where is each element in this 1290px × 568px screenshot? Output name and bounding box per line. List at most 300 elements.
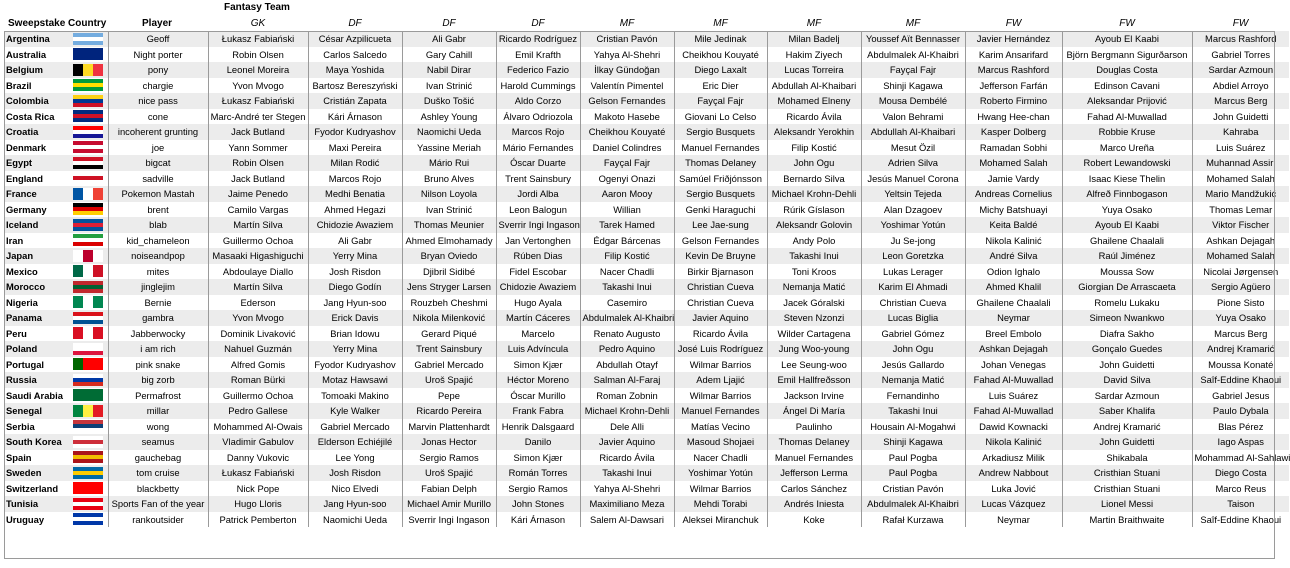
team-cell[interactable]: Iago Aspas: [1192, 434, 1289, 450]
team-cell[interactable]: Trent Sainsbury: [496, 171, 580, 187]
team-cell[interactable]: Ricardo Rodríguez: [496, 31, 580, 47]
team-cell[interactable]: Sergio Busquets: [674, 186, 767, 202]
team-cell[interactable]: Adrien Silva: [861, 155, 965, 171]
team-cell[interactable]: Giovani Lo Celso: [674, 109, 767, 125]
team-cell[interactable]: Gabriel Jesus: [1192, 388, 1289, 404]
team-cell[interactable]: Gelson Fernandes: [674, 233, 767, 249]
team-cell[interactable]: Yahya Al-Shehri: [580, 481, 674, 497]
player-cell[interactable]: chargie: [108, 78, 208, 94]
country-cell[interactable]: Peru: [4, 326, 68, 342]
team-cell[interactable]: Eric Dier: [674, 78, 767, 94]
player-cell[interactable]: tom cruise: [108, 465, 208, 481]
player-cell[interactable]: sadville: [108, 171, 208, 187]
team-cell[interactable]: Kasper Dolberg: [965, 124, 1062, 140]
team-cell[interactable]: Maya Yoshida: [308, 62, 402, 78]
team-cell[interactable]: Birkir Bjarnason: [674, 264, 767, 280]
player-cell[interactable]: incoherent grunting: [108, 124, 208, 140]
flag-cell[interactable]: [68, 264, 108, 280]
team-cell[interactable]: Ricardo Pereira: [402, 403, 496, 419]
team-cell[interactable]: Javier Aquino: [674, 310, 767, 326]
player-cell[interactable]: jinglejim: [108, 279, 208, 295]
player-cell[interactable]: Permafrost: [108, 388, 208, 404]
player-cell[interactable]: Sports Fan of the year: [108, 496, 208, 512]
team-cell[interactable]: İlkay Gündoğan: [580, 62, 674, 78]
team-cell[interactable]: Cristhian Stuani: [1062, 481, 1192, 497]
team-cell[interactable]: Michael Krohn-Dehli: [580, 403, 674, 419]
flag-cell[interactable]: [68, 496, 108, 512]
team-cell[interactable]: Martin Braithwaite: [1062, 512, 1192, 528]
team-cell[interactable]: Youssef Aït Bennasser: [861, 31, 965, 47]
team-cell[interactable]: Marco Ureña: [1062, 140, 1192, 156]
country-cell[interactable]: England: [4, 171, 68, 187]
player-cell[interactable]: seamus: [108, 434, 208, 450]
flag-cell[interactable]: [68, 171, 108, 187]
team-cell[interactable]: Mohamed Salah: [965, 155, 1062, 171]
team-cell[interactable]: Salem Al-Dawsari: [580, 512, 674, 528]
team-cell[interactable]: Brian Idowu: [308, 326, 402, 342]
team-cell[interactable]: Rúben Dias: [496, 248, 580, 264]
country-cell[interactable]: Brazil: [4, 78, 68, 94]
team-cell[interactable]: Hwang Hee-chan: [965, 109, 1062, 125]
team-cell[interactable]: Djibril Sidibé: [402, 264, 496, 280]
team-cell[interactable]: Simeon Nwankwo: [1062, 310, 1192, 326]
team-cell[interactable]: Guillermo Ochoa: [208, 388, 308, 404]
player-cell[interactable]: gauchebag: [108, 450, 208, 466]
team-cell[interactable]: Cheikhou Kouyaté: [580, 124, 674, 140]
team-cell[interactable]: Abdulmalek Al-Khaibri: [861, 496, 965, 512]
team-cell[interactable]: Marcus Berg: [1192, 326, 1289, 342]
team-cell[interactable]: Édgar Bárcenas: [580, 233, 674, 249]
player-cell[interactable]: nice pass: [108, 93, 208, 109]
team-cell[interactable]: Edinson Cavani: [1062, 78, 1192, 94]
team-cell[interactable]: Manuel Fernandes: [674, 403, 767, 419]
team-cell[interactable]: Leon Balogun: [496, 202, 580, 218]
team-cell[interactable]: Muhannad Assiri: [1192, 155, 1289, 171]
team-cell[interactable]: Ivan Strinić: [402, 78, 496, 94]
team-cell[interactable]: Naomichi Ueda: [308, 512, 402, 528]
team-cell[interactable]: Simon Kjær: [496, 357, 580, 373]
country-cell[interactable]: France: [4, 186, 68, 202]
player-cell[interactable]: Geoff: [108, 31, 208, 47]
team-cell[interactable]: Camilo Vargas: [208, 202, 308, 218]
team-cell[interactable]: Kyle Walker: [308, 403, 402, 419]
team-cell[interactable]: Marcos Rojo: [496, 124, 580, 140]
team-cell[interactable]: Łukasz Fabiański: [208, 31, 308, 47]
team-cell[interactable]: Nico Elvedi: [308, 481, 402, 497]
team-cell[interactable]: Bruno Alves: [402, 171, 496, 187]
team-cell[interactable]: Aleksei Miranchuk: [674, 512, 767, 528]
team-cell[interactable]: Cheikhou Kouyaté: [674, 47, 767, 63]
team-cell[interactable]: Fayçal Fajr: [861, 62, 965, 78]
team-cell[interactable]: Emil Hallfreðsson: [767, 372, 861, 388]
team-cell[interactable]: Jack Butland: [208, 124, 308, 140]
team-cell[interactable]: Koke: [767, 512, 861, 528]
team-cell[interactable]: Willian: [580, 202, 674, 218]
team-cell[interactable]: Sardar Azmoun: [1192, 62, 1289, 78]
team-cell[interactable]: Takashi Inui: [861, 403, 965, 419]
team-cell[interactable]: Thomas Lemar: [1192, 202, 1289, 218]
team-cell[interactable]: Andy Polo: [767, 233, 861, 249]
team-cell[interactable]: Steven Nzonzi: [767, 310, 861, 326]
team-cell[interactable]: Sergio Agüero: [1192, 279, 1289, 295]
team-cell[interactable]: Douglas Costa: [1062, 62, 1192, 78]
team-cell[interactable]: Andrew Nabbout: [965, 465, 1062, 481]
team-cell[interactable]: Marvin Plattenhardt: [402, 419, 496, 435]
team-cell[interactable]: Masaaki Higashiguchi: [208, 248, 308, 264]
team-cell[interactable]: Hugo Ayala: [496, 295, 580, 311]
team-cell[interactable]: José Luis Rodríguez: [674, 341, 767, 357]
team-cell[interactable]: Romelu Lukaku: [1062, 295, 1192, 311]
team-cell[interactable]: Dele Alli: [580, 419, 674, 435]
team-cell[interactable]: Fayçal Fajr: [674, 93, 767, 109]
team-cell[interactable]: Thomas Delaney: [674, 155, 767, 171]
team-cell[interactable]: Alfred Gomis: [208, 357, 308, 373]
team-cell[interactable]: Carlos Sánchez: [767, 481, 861, 497]
player-cell[interactable]: Bernie: [108, 295, 208, 311]
team-cell[interactable]: Filip Kostić: [767, 140, 861, 156]
team-cell[interactable]: Aleksandar Prijović: [1062, 93, 1192, 109]
team-cell[interactable]: Nabil Dirar: [402, 62, 496, 78]
team-cell[interactable]: Christian Cueva: [861, 295, 965, 311]
team-cell[interactable]: Shinji Kagawa: [861, 78, 965, 94]
player-cell[interactable]: noiseandpop: [108, 248, 208, 264]
team-cell[interactable]: Yoshimar Yotún: [861, 217, 965, 233]
team-cell[interactable]: Luis Suárez: [965, 388, 1062, 404]
team-cell[interactable]: Robin Olsen: [208, 155, 308, 171]
team-cell[interactable]: Manuel Fernandes: [767, 450, 861, 466]
team-cell[interactable]: Sardar Azmoun: [1062, 388, 1192, 404]
team-cell[interactable]: Björn Bergmann Sigurðarson: [1062, 47, 1192, 63]
team-cell[interactable]: Ju Se-jong: [861, 233, 965, 249]
player-cell[interactable]: gambra: [108, 310, 208, 326]
team-cell[interactable]: Leon Goretzka: [861, 248, 965, 264]
team-cell[interactable]: Abdiel Arroyo: [1192, 78, 1289, 94]
team-cell[interactable]: Kári Árnason: [308, 109, 402, 125]
country-cell[interactable]: Mexico: [4, 264, 68, 280]
team-cell[interactable]: Erick Davis: [308, 310, 402, 326]
team-cell[interactable]: Javier Aquino: [580, 434, 674, 450]
team-cell[interactable]: Diafra Sakho: [1062, 326, 1192, 342]
team-cell[interactable]: Marcelo: [496, 326, 580, 342]
team-cell[interactable]: Fidel Escobar: [496, 264, 580, 280]
flag-cell[interactable]: [68, 419, 108, 435]
flag-cell[interactable]: [68, 279, 108, 295]
team-cell[interactable]: Valentín Pimentel: [580, 78, 674, 94]
team-cell[interactable]: Vladimir Gabulov: [208, 434, 308, 450]
team-cell[interactable]: Ghailene Chaalali: [1062, 233, 1192, 249]
country-cell[interactable]: Iceland: [4, 217, 68, 233]
flag-cell[interactable]: [68, 78, 108, 94]
team-cell[interactable]: Ahmed Elmohamady: [402, 233, 496, 249]
team-cell[interactable]: Fahad Al-Muwallad: [965, 403, 1062, 419]
team-cell[interactable]: Daniel Colindres: [580, 140, 674, 156]
flag-cell[interactable]: [68, 388, 108, 404]
team-cell[interactable]: Odion Ighalo: [965, 264, 1062, 280]
team-cell[interactable]: Samúel Friðjónsson: [674, 171, 767, 187]
flag-cell[interactable]: [68, 155, 108, 171]
country-cell[interactable]: Poland: [4, 341, 68, 357]
flag-cell[interactable]: [68, 295, 108, 311]
team-cell[interactable]: Breel Embolo: [965, 326, 1062, 342]
team-cell[interactable]: Keita Baldé: [965, 217, 1062, 233]
team-cell[interactable]: Aldo Corzo: [496, 93, 580, 109]
team-cell[interactable]: Ashley Young: [402, 109, 496, 125]
team-cell[interactable]: Robbie Kruse: [1062, 124, 1192, 140]
team-cell[interactable]: Ricardo Ávila: [580, 450, 674, 466]
team-cell[interactable]: Jung Woo-young: [767, 341, 861, 357]
team-cell[interactable]: Carlos Salcedo: [308, 47, 402, 63]
team-cell[interactable]: Marcos Rojo: [308, 171, 402, 187]
team-cell[interactable]: Fabian Delph: [402, 481, 496, 497]
country-cell[interactable]: Russia: [4, 372, 68, 388]
team-cell[interactable]: Bartosz Bereszyński: [308, 78, 402, 94]
team-cell[interactable]: Karim Ansarifard: [965, 47, 1062, 63]
team-cell[interactable]: Nemanja Matić: [861, 372, 965, 388]
team-cell[interactable]: Nilson Loyola: [402, 186, 496, 202]
team-cell[interactable]: Jacek Góralski: [767, 295, 861, 311]
country-cell[interactable]: Belgium: [4, 62, 68, 78]
team-cell[interactable]: Aaron Mooy: [580, 186, 674, 202]
team-cell[interactable]: Guillermo Ochoa: [208, 233, 308, 249]
team-cell[interactable]: Héctor Moreno: [496, 372, 580, 388]
team-cell[interactable]: Harold Cummings: [496, 78, 580, 94]
team-cell[interactable]: Gelson Fernandes: [580, 93, 674, 109]
country-cell[interactable]: Switzerland: [4, 481, 68, 497]
team-cell[interactable]: Ederson: [208, 295, 308, 311]
team-cell[interactable]: Tomoaki Makino: [308, 388, 402, 404]
team-cell[interactable]: Takashi Inui: [767, 248, 861, 264]
flag-cell[interactable]: [68, 341, 108, 357]
flag-cell[interactable]: [68, 357, 108, 373]
team-cell[interactable]: Renato Augusto: [580, 326, 674, 342]
team-cell[interactable]: Dawid Kownacki: [965, 419, 1062, 435]
team-cell[interactable]: Jan Vertonghen: [496, 233, 580, 249]
team-cell[interactable]: Pedro Gallese: [208, 403, 308, 419]
flag-cell[interactable]: [68, 140, 108, 156]
team-cell[interactable]: Kahraba: [1192, 124, 1289, 140]
team-cell[interactable]: Fahad Al-Muwallad: [965, 372, 1062, 388]
team-cell[interactable]: Jesús Gallardo: [861, 357, 965, 373]
team-cell[interactable]: Ali Gabr: [308, 233, 402, 249]
team-cell[interactable]: Neymar: [965, 512, 1062, 528]
team-cell[interactable]: Nikola Milenković: [402, 310, 496, 326]
team-cell[interactable]: Marcus Berg: [1192, 93, 1289, 109]
team-cell[interactable]: Ramadan Sobhi: [965, 140, 1062, 156]
team-cell[interactable]: Viktor Fischer: [1192, 217, 1289, 233]
flag-cell[interactable]: [68, 450, 108, 466]
flag-cell[interactable]: [68, 186, 108, 202]
flag-cell[interactable]: [68, 47, 108, 63]
team-cell[interactable]: Lucas Torreira: [767, 62, 861, 78]
player-cell[interactable]: Night porter: [108, 47, 208, 63]
team-cell[interactable]: Mohammed Al-Owais: [208, 419, 308, 435]
team-cell[interactable]: Alfreð Finnbogason: [1062, 186, 1192, 202]
team-cell[interactable]: Uroš Spajić: [402, 372, 496, 388]
team-cell[interactable]: Jackson Irvine: [767, 388, 861, 404]
flag-cell[interactable]: [68, 93, 108, 109]
team-cell[interactable]: Johan Venegas: [965, 357, 1062, 373]
team-cell[interactable]: Sverrir Ingi Ingason: [402, 512, 496, 528]
team-cell[interactable]: Roman Zobnin: [580, 388, 674, 404]
flag-cell[interactable]: [68, 248, 108, 264]
team-cell[interactable]: Dominik Livaković: [208, 326, 308, 342]
team-cell[interactable]: Andrej Kramarić: [1062, 419, 1192, 435]
team-cell[interactable]: John Guidetti: [1062, 434, 1192, 450]
team-cell[interactable]: Josh Risdon: [308, 264, 402, 280]
team-cell[interactable]: Diego Laxalt: [674, 62, 767, 78]
team-cell[interactable]: Abdulmalek Al-Khaibri: [861, 47, 965, 63]
team-cell[interactable]: Hugo Lloris: [208, 496, 308, 512]
team-cell[interactable]: Gary Cahill: [402, 47, 496, 63]
team-cell[interactable]: Michy Batshuayi: [965, 202, 1062, 218]
team-cell[interactable]: Christian Cueva: [674, 295, 767, 311]
country-cell[interactable]: Senegal: [4, 403, 68, 419]
team-cell[interactable]: Aleksandr Golovin: [767, 217, 861, 233]
team-cell[interactable]: Toni Kroos: [767, 264, 861, 280]
team-cell[interactable]: Roman Bürki: [208, 372, 308, 388]
team-cell[interactable]: Maximiliano Meza: [580, 496, 674, 512]
player-cell[interactable]: blackbetty: [108, 481, 208, 497]
country-cell[interactable]: Egypt: [4, 155, 68, 171]
team-cell[interactable]: Takashi Inui: [580, 465, 674, 481]
team-cell[interactable]: Gabriel Mercado: [402, 357, 496, 373]
team-cell[interactable]: Casemiro: [580, 295, 674, 311]
team-cell[interactable]: Paulo Dybala: [1192, 403, 1289, 419]
team-cell[interactable]: Marcus Rashford: [965, 62, 1062, 78]
country-cell[interactable]: Australia: [4, 47, 68, 63]
team-cell[interactable]: Jesús Manuel Corona: [861, 171, 965, 187]
team-cell[interactable]: Diego Godín: [308, 279, 402, 295]
team-cell[interactable]: Masoud Shojaei: [674, 434, 767, 450]
team-cell[interactable]: Christian Cueva: [674, 279, 767, 295]
flag-cell[interactable]: [68, 372, 108, 388]
team-cell[interactable]: Milan Rodić: [308, 155, 402, 171]
country-cell[interactable]: Panama: [4, 310, 68, 326]
team-cell[interactable]: Martín Cáceres: [496, 310, 580, 326]
team-cell[interactable]: Simon Kjær: [496, 450, 580, 466]
country-cell[interactable]: Japan: [4, 248, 68, 264]
team-cell[interactable]: Frank Fabra: [496, 403, 580, 419]
team-cell[interactable]: Housain Al-Mogahwi: [861, 419, 965, 435]
country-cell[interactable]: Colombia: [4, 93, 68, 109]
team-cell[interactable]: Uroš Spajić: [402, 465, 496, 481]
team-cell[interactable]: Lucas Vázquez: [965, 496, 1062, 512]
team-cell[interactable]: Moussa Sow: [1062, 264, 1192, 280]
player-cell[interactable]: cone: [108, 109, 208, 125]
team-cell[interactable]: Neymar: [965, 310, 1062, 326]
team-cell[interactable]: Yvon Mvogo: [208, 310, 308, 326]
team-cell[interactable]: Milan Badelj: [767, 31, 861, 47]
team-cell[interactable]: John Stones: [496, 496, 580, 512]
team-cell[interactable]: Jang Hyun-soo: [308, 295, 402, 311]
team-cell[interactable]: Manuel Fernandes: [674, 140, 767, 156]
team-cell[interactable]: Isaac Kiese Thelin: [1062, 171, 1192, 187]
flag-cell[interactable]: [68, 233, 108, 249]
flag-cell[interactable]: [68, 62, 108, 78]
team-cell[interactable]: Ahmed Hegazi: [308, 202, 402, 218]
team-cell[interactable]: Ashkan Dejagah: [1192, 233, 1289, 249]
team-cell[interactable]: Fayçal Fajr: [580, 155, 674, 171]
team-cell[interactable]: Jefferson Farfán: [965, 78, 1062, 94]
country-cell[interactable]: Costa Rica: [4, 109, 68, 125]
team-cell[interactable]: Andrej Kramarić: [1192, 341, 1289, 357]
team-cell[interactable]: Mile Jedinak: [674, 31, 767, 47]
team-cell[interactable]: Andrés Iniesta: [767, 496, 861, 512]
team-cell[interactable]: Robin Olsen: [208, 47, 308, 63]
flag-cell[interactable]: [68, 124, 108, 140]
team-cell[interactable]: Motaz Hawsawi: [308, 372, 402, 388]
team-cell[interactable]: Yvon Mvogo: [208, 78, 308, 94]
team-cell[interactable]: Ali Gabr: [402, 31, 496, 47]
flag-cell[interactable]: [68, 403, 108, 419]
team-cell[interactable]: Pione Sisto: [1192, 295, 1289, 311]
team-cell[interactable]: Nikola Kalinić: [965, 233, 1062, 249]
flag-cell[interactable]: [68, 465, 108, 481]
team-cell[interactable]: Yerry Mina: [308, 248, 402, 264]
flag-cell[interactable]: [68, 217, 108, 233]
team-cell[interactable]: Mohamed Salah: [1192, 171, 1289, 187]
team-cell[interactable]: Elderson Echiéjilé: [308, 434, 402, 450]
team-cell[interactable]: Luis Advíncula: [496, 341, 580, 357]
team-cell[interactable]: John Guidetti: [1062, 357, 1192, 373]
team-cell[interactable]: Filip Kostić: [580, 248, 674, 264]
team-cell[interactable]: Mohamed Elneny: [767, 93, 861, 109]
country-cell[interactable]: Spain: [4, 450, 68, 466]
team-cell[interactable]: Fyodor Kudryashov: [308, 124, 402, 140]
team-cell[interactable]: Rouzbeh Cheshmi: [402, 295, 496, 311]
team-cell[interactable]: Óscar Murillo: [496, 388, 580, 404]
team-cell[interactable]: Martín Silva: [208, 279, 308, 295]
team-cell[interactable]: Cristián Zapata: [308, 93, 402, 109]
country-cell[interactable]: Germany: [4, 202, 68, 218]
team-cell[interactable]: Patrick Pemberton: [208, 512, 308, 528]
country-cell[interactable]: Sweden: [4, 465, 68, 481]
team-cell[interactable]: Wilmar Barrios: [674, 357, 767, 373]
player-cell[interactable]: rankoutsider: [108, 512, 208, 528]
player-cell[interactable]: pony: [108, 62, 208, 78]
team-cell[interactable]: Moussa Konaté: [1192, 357, 1289, 373]
team-cell[interactable]: Henrik Dalsgaard: [496, 419, 580, 435]
team-cell[interactable]: Yeltsin Tejeda: [861, 186, 965, 202]
team-cell[interactable]: Abdoulaye Diallo: [208, 264, 308, 280]
team-cell[interactable]: Abdulmalek Al-Khaibri: [580, 310, 674, 326]
player-cell[interactable]: Jabberwocky: [108, 326, 208, 342]
country-cell[interactable]: South Korea: [4, 434, 68, 450]
team-cell[interactable]: Bryan Oviedo: [402, 248, 496, 264]
team-cell[interactable]: Yoshimar Yotún: [674, 465, 767, 481]
team-cell[interactable]: Danilo: [496, 434, 580, 450]
team-cell[interactable]: Jack Butland: [208, 171, 308, 187]
player-cell[interactable]: mites: [108, 264, 208, 280]
team-cell[interactable]: Paul Pogba: [861, 465, 965, 481]
team-cell[interactable]: Danny Vukovic: [208, 450, 308, 466]
team-cell[interactable]: Robert Lewandowski: [1062, 155, 1192, 171]
team-cell[interactable]: Diego Costa: [1192, 465, 1289, 481]
team-cell[interactable]: David Silva: [1062, 372, 1192, 388]
team-cell[interactable]: Yerry Mina: [308, 341, 402, 357]
flag-cell[interactable]: [68, 326, 108, 342]
team-cell[interactable]: Chidozie Awaziem: [308, 217, 402, 233]
country-cell[interactable]: Serbia: [4, 419, 68, 435]
team-cell[interactable]: Emil Krafth: [496, 47, 580, 63]
country-cell[interactable]: Portugal: [4, 357, 68, 373]
team-cell[interactable]: Jang Hyun-soo: [308, 496, 402, 512]
team-cell[interactable]: Jonas Hector: [402, 434, 496, 450]
team-cell[interactable]: Duško Tošić: [402, 93, 496, 109]
team-cell[interactable]: Wilder Cartagena: [767, 326, 861, 342]
team-cell[interactable]: Ghailene Chaalali: [965, 295, 1062, 311]
player-cell[interactable]: bigcat: [108, 155, 208, 171]
